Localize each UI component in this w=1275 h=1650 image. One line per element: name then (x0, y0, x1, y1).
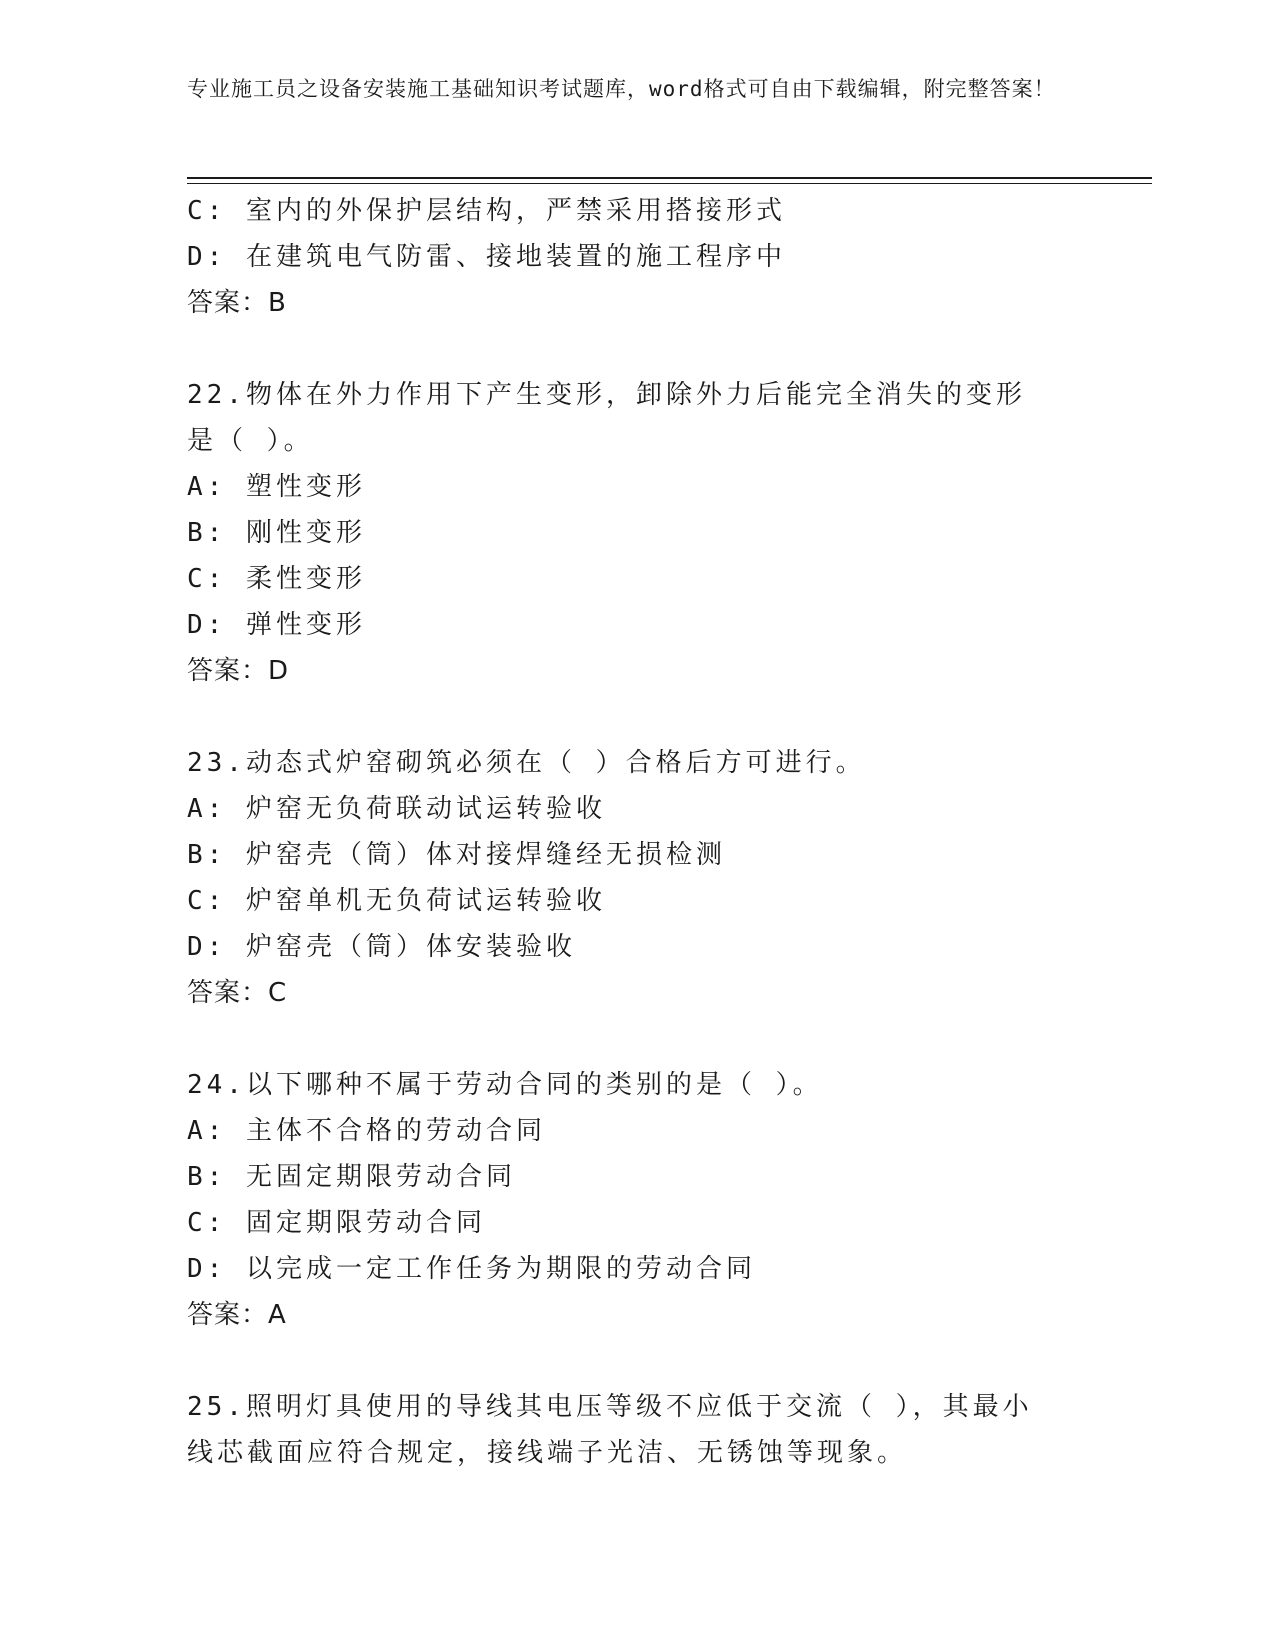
option-b: B: 炉窑壳（筒）体对接焊缝经无损检测 (187, 840, 726, 870)
option-c: C: 固定期限劳动合同 (187, 1208, 486, 1238)
document-header: 专业施工员之设备安装施工基础知识考试题库，word格式可自由下载编辑，附完整答案！ (187, 77, 1056, 101)
option-a: A: 炉窑无负荷联动试运转验收 (187, 794, 606, 824)
option-d: D: 以完成一定工作任务为期限的劳动合同 (187, 1254, 756, 1284)
option-c: C: 室内的外保护层结构，严禁采用搭接形式 (187, 196, 786, 226)
question-25 (187, 1384, 1067, 1476)
answer-label: 答案：A (187, 1300, 287, 1330)
question-title: 25.照明灯具使用的导线其电压等级不应低于交流（ ），其最小线芯截面应符合规定，接线端子光洁、无锈蚀等现象。 (187, 1392, 1033, 1468)
question-21-continuation (187, 188, 1067, 326)
question-title: 24.以下哪种不属于劳动合同的类别的是（ ）。 (187, 1070, 823, 1100)
question-list (187, 188, 1067, 1476)
header-divider-thick (187, 177, 1152, 179)
question-title: 22.物体在外力作用下产生变形，卸除外力后能完全消失的变形是（ ）。 (187, 380, 1026, 456)
answer-label: 答案：D (187, 656, 290, 686)
option-a: A: 主体不合格的劳动合同 (187, 1116, 546, 1146)
option-b: B: 无固定期限劳动合同 (187, 1162, 516, 1192)
header-divider-thin (187, 183, 1152, 184)
question-title: 23.动态式炉窑砌筑必须在（ ）合格后方可进行。 (187, 748, 866, 778)
option-b: B: 刚性变形 (187, 518, 366, 548)
option-d: D: 弹性变形 (187, 610, 366, 640)
option-c: C: 柔性变形 (187, 564, 366, 594)
option-a: A: 塑性变形 (187, 472, 366, 502)
option-d: D: 在建筑电气防雷、接地装置的施工程序中 (187, 242, 786, 272)
question-22 (187, 372, 1067, 694)
option-c: C: 炉窑单机无负荷试运转验收 (187, 886, 606, 916)
question-24 (187, 1062, 1067, 1338)
spacer (187, 694, 1067, 740)
option-d: D: 炉窑壳（筒）体安装验收 (187, 932, 576, 962)
spacer (187, 326, 1067, 372)
answer-label: 答案：B (187, 288, 287, 318)
question-23 (187, 740, 1067, 1016)
spacer (187, 1016, 1067, 1062)
spacer (187, 1338, 1067, 1384)
answer-label: 答案：C (187, 978, 288, 1008)
